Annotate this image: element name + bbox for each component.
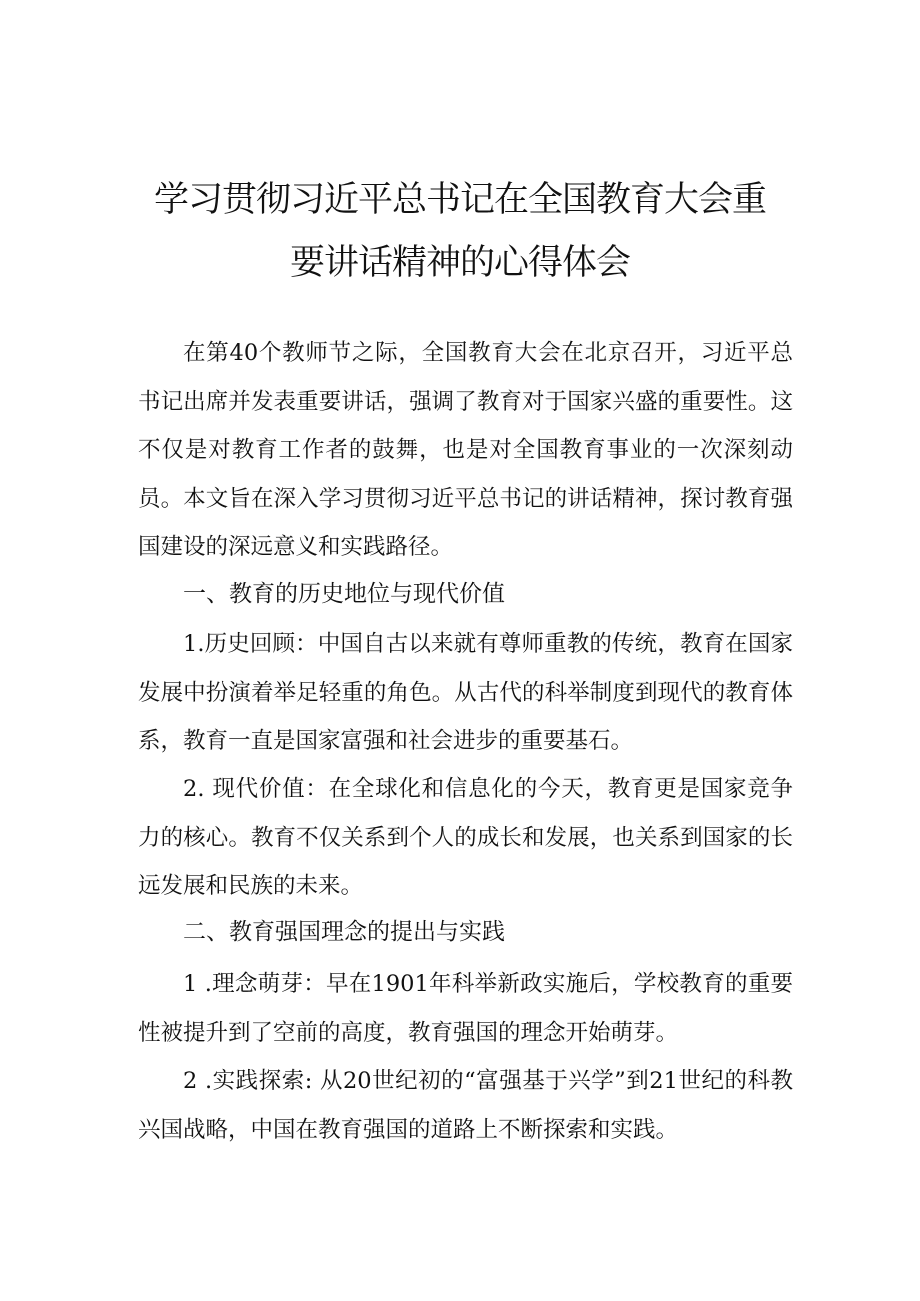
intro-paragraph: 在第40个教师节之际，全国教育大会在北京召开，习近平总书记出席并发表重要讲话，强调了教育对于国家兴盛的重要性。这不仅是对教育工作者的鼓舞，也是对全国教育事业的一次深刻动员。本文旨在深入学习贯彻习近平总书记的讲话精神，探讨教育强国建设的深远意义和实践路径。 [138, 340, 793, 560]
section-heading-2: 二、教育强国理念的提出与实践 [183, 919, 505, 945]
section-1-paragraph-1: 1.历史回顾：中国自古以来就有尊师重教的传统，教育在国家发展中扮演着举足轻重的角色。从古代的科举制度到现代的教育体系，教育一直是国家富强和社会进步的重要基石。 [138, 631, 793, 754]
document-title-line-1: 学习贯彻习近平总书记在全国教育大会重 [153, 180, 766, 220]
section-2-paragraph-1: 1 .理念萌芽：早在1901年科举新政实施后，学校教育的重要性被提升到了空前的高度，教育强国的理念开始萌芽。 [138, 971, 793, 1046]
section-2-paragraph-2: 2 .实践探索: 从20世纪初的“富强基于兴学”到21世纪的科教兴国战略，中国在教育强国的道路上不断探索和实践。 [138, 1068, 793, 1143]
document-title-line-2: 要讲话精神的心得体会 [289, 243, 630, 283]
section-1-paragraph-2: 2. 现代价值：在全球化和信息化的今天，教育更是国家竞争力的核心。教育不仅关系到个人的成长和发展，也关系到国家的长远发展和民族的未来。 [138, 776, 793, 899]
section-heading-1: 一、教育的历史地位与现代价值 [183, 581, 505, 607]
